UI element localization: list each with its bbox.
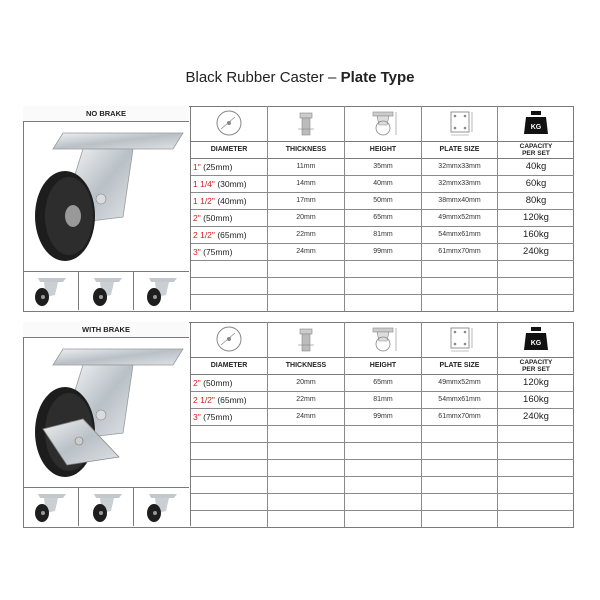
col-diameter-label: DIAMETER	[191, 141, 268, 158]
empty-cell	[498, 294, 574, 311]
table-row	[191, 374, 574, 392]
size-cell	[191, 391, 268, 408]
thickness-icon	[268, 106, 345, 141]
empty-row	[191, 510, 574, 527]
empty-cell	[268, 493, 345, 510]
thickness-cell: 11mm	[268, 158, 345, 175]
empty-cell	[345, 294, 422, 311]
size-cell	[191, 408, 268, 425]
col-thickness-label: THICKNESS	[268, 357, 345, 374]
capacity-cell: 160kg	[523, 394, 549, 405]
thumbnail[interactable]	[23, 272, 79, 310]
plate-size-cell: 32mmx33mm	[422, 175, 498, 192]
empty-cell	[498, 510, 574, 527]
size-cell	[191, 209, 268, 226]
thickness-cell: 24mm	[268, 243, 345, 260]
capacity-cell: 240kg	[523, 246, 549, 257]
thumbnail[interactable]	[134, 488, 189, 526]
thumbnail[interactable]	[79, 272, 135, 310]
empty-cell	[498, 493, 574, 510]
empty-cell	[345, 459, 422, 476]
capacity-cell: 240kg	[523, 411, 549, 422]
empty-row	[191, 493, 574, 511]
plate-size-cell: 61mmx70mm	[422, 408, 498, 425]
table-row	[191, 391, 574, 409]
empty-cell	[345, 277, 422, 294]
size-cell	[191, 374, 268, 391]
table-row	[191, 175, 574, 193]
thickness-cell: 20mm	[268, 374, 345, 391]
empty-cell	[345, 476, 422, 493]
empty-cell	[191, 442, 268, 459]
no-brake-section	[23, 106, 574, 312]
caster-photo	[23, 337, 189, 488]
height-cell: 50mm	[345, 192, 422, 209]
height-cell: 99mm	[345, 243, 422, 260]
capacity-line2: PER SET	[522, 365, 550, 373]
height-cell: 65mm	[345, 374, 422, 391]
empty-row	[191, 459, 574, 477]
table-row	[191, 226, 574, 244]
column-label-row	[191, 141, 574, 159]
diameter-icon	[191, 106, 268, 141]
thickness-cell: 20mm	[268, 209, 345, 226]
table-row	[191, 243, 574, 261]
size-metric: (75mm)	[203, 246, 233, 257]
empty-cell	[191, 277, 268, 294]
product-photo-column	[23, 322, 189, 528]
product-photo-column	[23, 106, 189, 312]
empty-cell	[422, 476, 498, 493]
empty-cell	[268, 459, 345, 476]
empty-cell	[422, 260, 498, 277]
capacity-cell: 60kg	[525, 178, 547, 189]
empty-cell	[191, 459, 268, 476]
empty-cell	[191, 493, 268, 510]
size-metric: (25mm)	[203, 161, 233, 172]
spec-table	[190, 106, 574, 310]
kg-icon-text: KG	[530, 124, 542, 131]
empty-cell	[422, 459, 498, 476]
spec-table	[190, 322, 574, 526]
plate-size-cell: 54mmx61mm	[422, 226, 498, 243]
empty-cell	[268, 476, 345, 493]
thickness-icon	[268, 322, 345, 357]
thickness-cell: 22mm	[268, 226, 345, 243]
size-inches: 3"	[193, 246, 201, 257]
size-inches: 2 1/2"	[193, 229, 215, 240]
empty-row	[191, 425, 574, 443]
size-metric: (50mm)	[203, 377, 233, 388]
empty-cell	[498, 277, 574, 294]
empty-cell	[268, 425, 345, 442]
size-cell	[191, 158, 268, 175]
empty-cell	[268, 294, 345, 311]
empty-cell	[422, 277, 498, 294]
empty-row	[191, 277, 574, 295]
col-height-label: HEIGHT	[345, 141, 422, 158]
empty-cell	[268, 260, 345, 277]
plate-size-cell: 38mmx40mm	[422, 192, 498, 209]
size-inches: 2 1/2"	[193, 394, 215, 405]
icon-header-row	[191, 106, 574, 142]
col-capacity-label	[498, 141, 574, 158]
title-main: Black Rubber Caster –	[185, 69, 337, 86]
thickness-cell: 22mm	[268, 391, 345, 408]
empty-row	[191, 260, 574, 278]
capacity-line2: PER SET	[522, 149, 550, 157]
size-metric: (50mm)	[203, 212, 233, 223]
section-label: WITH BRAKE	[23, 322, 189, 338]
empty-row	[191, 476, 574, 494]
size-cell	[191, 243, 268, 260]
thickness-cell: 14mm	[268, 175, 345, 192]
icon-header-row	[191, 322, 574, 358]
empty-cell	[345, 493, 422, 510]
table-row	[191, 158, 574, 176]
diameter-icon	[191, 322, 268, 357]
capacity-line1: CAPACITY	[519, 358, 553, 366]
size-metric: (30mm)	[217, 178, 247, 189]
col-thickness-label: THICKNESS	[268, 141, 345, 158]
table-row	[191, 192, 574, 210]
thumbnail[interactable]	[79, 488, 135, 526]
empty-cell	[345, 442, 422, 459]
empty-cell	[191, 476, 268, 493]
caster-photo	[23, 121, 189, 272]
empty-cell	[268, 510, 345, 527]
size-inches: 2"	[193, 212, 201, 223]
table-row	[191, 408, 574, 426]
capacity-cell: 120kg	[523, 212, 549, 223]
empty-cell	[191, 425, 268, 442]
height-cell: 35mm	[345, 158, 422, 175]
with-brake-section	[23, 322, 574, 528]
empty-cell	[422, 425, 498, 442]
size-inches: 1"	[193, 161, 201, 172]
empty-cell	[422, 493, 498, 510]
col-plate-size-label: PLATE SIZE	[422, 357, 498, 374]
height-cell: 81mm	[345, 226, 422, 243]
empty-cell	[498, 442, 574, 459]
height-cell: 65mm	[345, 209, 422, 226]
empty-row	[191, 294, 574, 311]
empty-cell	[422, 442, 498, 459]
thumbnail-strip	[23, 272, 189, 310]
plate-size-icon	[422, 106, 498, 141]
empty-cell	[422, 294, 498, 311]
empty-cell	[191, 510, 268, 527]
plate-size-cell: 49mmx52mm	[422, 209, 498, 226]
capacity-cell: 160kg	[523, 229, 549, 240]
size-cell	[191, 192, 268, 209]
weight-kg-icon	[498, 106, 574, 141]
size-inches: 2"	[193, 377, 201, 388]
size-inches: 1 1/4"	[193, 178, 215, 189]
table-row	[191, 209, 574, 227]
empty-cell	[422, 510, 498, 527]
empty-cell	[268, 442, 345, 459]
column-label-row	[191, 357, 574, 375]
col-height-label: HEIGHT	[345, 357, 422, 374]
title-bold: Plate Type	[340, 69, 415, 86]
empty-cell	[345, 425, 422, 442]
height-cell: 40mm	[345, 175, 422, 192]
kg-icon-text: KG	[530, 340, 542, 347]
capacity-cell: 40kg	[525, 161, 547, 172]
size-metric: (65mm)	[217, 229, 247, 240]
empty-cell	[498, 425, 574, 442]
col-diameter-label: DIAMETER	[191, 357, 268, 374]
empty-cell	[191, 294, 268, 311]
empty-row	[191, 442, 574, 460]
empty-cell	[191, 260, 268, 277]
empty-cell	[268, 277, 345, 294]
plate-size-icon	[422, 322, 498, 357]
size-inches: 3"	[193, 411, 201, 422]
empty-cell	[498, 459, 574, 476]
empty-cell	[345, 260, 422, 277]
size-inches: 1 1/2"	[193, 195, 215, 206]
plate-size-cell: 61mmx70mm	[422, 243, 498, 260]
col-plate-size-label: PLATE SIZE	[422, 141, 498, 158]
empty-cell	[345, 510, 422, 527]
height-icon	[345, 106, 422, 141]
empty-cell	[498, 260, 574, 277]
page-title	[0, 69, 600, 86]
height-cell: 81mm	[345, 391, 422, 408]
capacity-cell: 120kg	[523, 377, 549, 388]
thickness-cell: 24mm	[268, 408, 345, 425]
size-metric: (40mm)	[217, 195, 247, 206]
height-cell: 99mm	[345, 408, 422, 425]
height-icon	[345, 322, 422, 357]
plate-size-cell: 54mmx61mm	[422, 391, 498, 408]
caster-illustration	[23, 121, 189, 271]
thumbnail[interactable]	[23, 488, 79, 526]
size-cell	[191, 175, 268, 192]
caster-illustration	[23, 337, 189, 487]
capacity-line1: CAPACITY	[519, 142, 553, 150]
plate-size-cell: 49mmx52mm	[422, 374, 498, 391]
weight-kg-icon	[498, 322, 574, 357]
col-capacity-label	[498, 357, 574, 374]
section-label: NO BRAKE	[23, 106, 189, 122]
size-metric: (75mm)	[203, 411, 233, 422]
thumbnail-strip	[23, 488, 189, 526]
capacity-cell: 80kg	[525, 195, 547, 206]
size-metric: (65mm)	[217, 394, 247, 405]
size-cell	[191, 226, 268, 243]
plate-size-cell: 32mmx33mm	[422, 158, 498, 175]
empty-cell	[498, 476, 574, 493]
thumbnail[interactable]	[134, 272, 189, 310]
thickness-cell: 17mm	[268, 192, 345, 209]
